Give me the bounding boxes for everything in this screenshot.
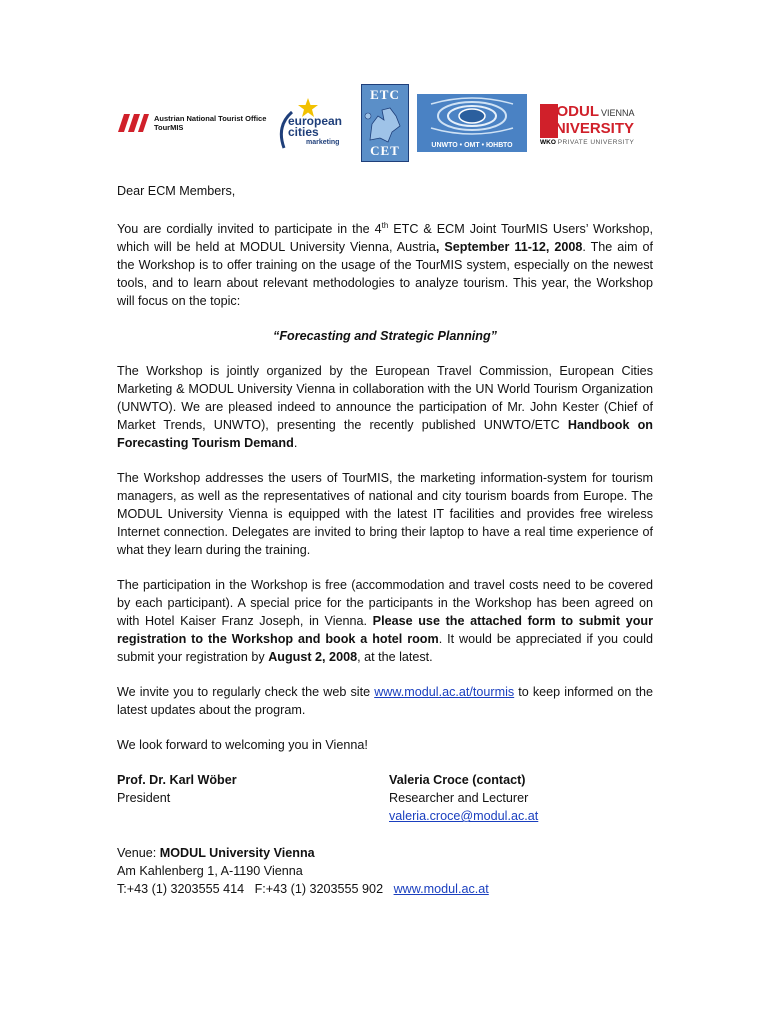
venue-label: Venue: [117, 846, 160, 861]
ecm-logo-line3: marketing [306, 139, 340, 146]
paragraph-website [117, 683, 653, 719]
austrian-logo-line1: Austrian National Tourist Office [154, 114, 267, 123]
paragraph-participation [117, 576, 653, 666]
modul-logo-private: PRIVATE UNIVERSITY [557, 139, 635, 146]
paragraph-organizers [117, 362, 653, 452]
p4-text-c: , at the latest. [357, 650, 433, 665]
austrian-tourist-office-logo [116, 114, 266, 134]
paragraph-invitation [117, 217, 653, 310]
ecm-logo-line1: european [288, 114, 343, 128]
p1-text-a: You are cordially invited to participate in the 4 [117, 222, 382, 237]
etc-cet-logo [361, 84, 409, 162]
modul-logo-vienna: VIENNA [601, 108, 635, 118]
modul-logo-big2: UNIVERSITY [544, 120, 635, 137]
closing-line: We look forward to welcoming you in Vienna! [117, 738, 368, 753]
p5-text-a: We invite you to regularly check the web site [117, 685, 375, 700]
logo-strip [110, 80, 670, 160]
etc-logo-bottom: CET [370, 143, 400, 158]
austria-flag-icon [116, 114, 150, 132]
p1-text-c: . The aim of the Workshop is to offer training on the usage of the TourMIS system, especially on the newest tools, and to learn about relevant methodologies to analyze tourism. This year, the Workshop will focus on the topic: [117, 240, 654, 309]
p5-text-b: to keep informed on the latest updates about the program. [117, 685, 653, 718]
modul-logo-big1: MODUL [544, 103, 599, 120]
venue-block [117, 844, 653, 898]
unwto-caption: UNWTO • OMT • ЮНВТО [431, 142, 513, 149]
paragraph-audience: The Workshop addresses the users of TourMIS, the marketing information-system for tourism managers, as well as the representatives of national and city tourism boards from Europe. The MODUL University Vienna is equipped with the latest IT facilities and provides free wireless Internet connection. Delegates are invited to bring their laptop to have a real time experience of what they learn during the training. [117, 471, 653, 558]
venue-name: MODUL University Vienna [159, 846, 315, 861]
signatory-name-right: Valeria Croce (contact) [389, 773, 526, 788]
modul-university-logo [540, 104, 670, 148]
p2-handbook-bold: Handbook on Forecasting Tourism Demand [117, 418, 654, 451]
p4-text-b: . It would be appreciated if you could submit your registration by [117, 632, 653, 665]
contact-email-link[interactable]: valeria.croce@modul.ac.at [389, 809, 539, 824]
letter-body [117, 182, 653, 898]
venue-address: Am Kahlenberg 1, A-1190 Vienna [117, 864, 303, 879]
p1-text-b: ETC & ECM Joint TourMIS Users’ Workshop, which will be held at MODUL University Vienna, Austria [117, 222, 653, 255]
salutation: Dear ECM Members, [117, 184, 236, 198]
unwto-logo [417, 94, 527, 152]
unwto-globe-icon [417, 94, 527, 140]
p4-registration-bold: Please use the attached form to submit your registration to the Workshop and book a hotel room [117, 614, 653, 647]
p2-text-a: The Workshop is jointly organized by the European Travel Commission, European Cities Marketing & MODUL University Vienna in collaboration with the UN World Tourism Organization (UNWTO). We are pleased indeed to announce the participation of Mr. John Kester (Chief of Market Trends, UNWTO), presenting the recently published UNWTO/ETC [117, 364, 653, 433]
austrian-logo-line2: TourMIS [154, 123, 184, 132]
europe-map-icon [362, 102, 408, 146]
ecm-logo-line2: cities [288, 125, 319, 139]
p1-date-bold: , September 11-12, 2008 [435, 240, 583, 255]
signature-left [117, 771, 237, 807]
modul-website-link[interactable]: www.modul.ac.at [393, 882, 489, 897]
p4-deadline-bold: August 2, 2008 [268, 650, 358, 665]
p2-text-b: . [293, 436, 298, 451]
signatory-title-right: Researcher and Lecturer [389, 791, 529, 806]
signatory-name-left: Prof. Dr. Karl Wöber [117, 773, 237, 788]
signatory-title-left: President [117, 791, 171, 806]
workshop-topic: “Forecasting and Strategic Planning” [273, 329, 497, 344]
modul-logo-wko: WKO [540, 139, 556, 146]
signature-block [117, 771, 653, 827]
tourmis-link[interactable]: www.modul.ac.at/tourmis [374, 685, 515, 700]
p4-text-a: The participation in the Workshop is free (accommodation and travel costs need to be covered by each participant). A special price for the participants in the Workshop has been agreed on with Hotel Kaiser Franz Joseph, in Vienna. [117, 578, 653, 629]
p1-superscript: th [381, 221, 389, 230]
european-cities-marketing-logo [274, 96, 354, 156]
etc-logo-top: ETC [370, 87, 400, 102]
venue-phone-fax: T:+43 (1) 3203555 414 F:+43 (1) 3203555 902 [117, 882, 394, 897]
signature-right [389, 771, 538, 825]
